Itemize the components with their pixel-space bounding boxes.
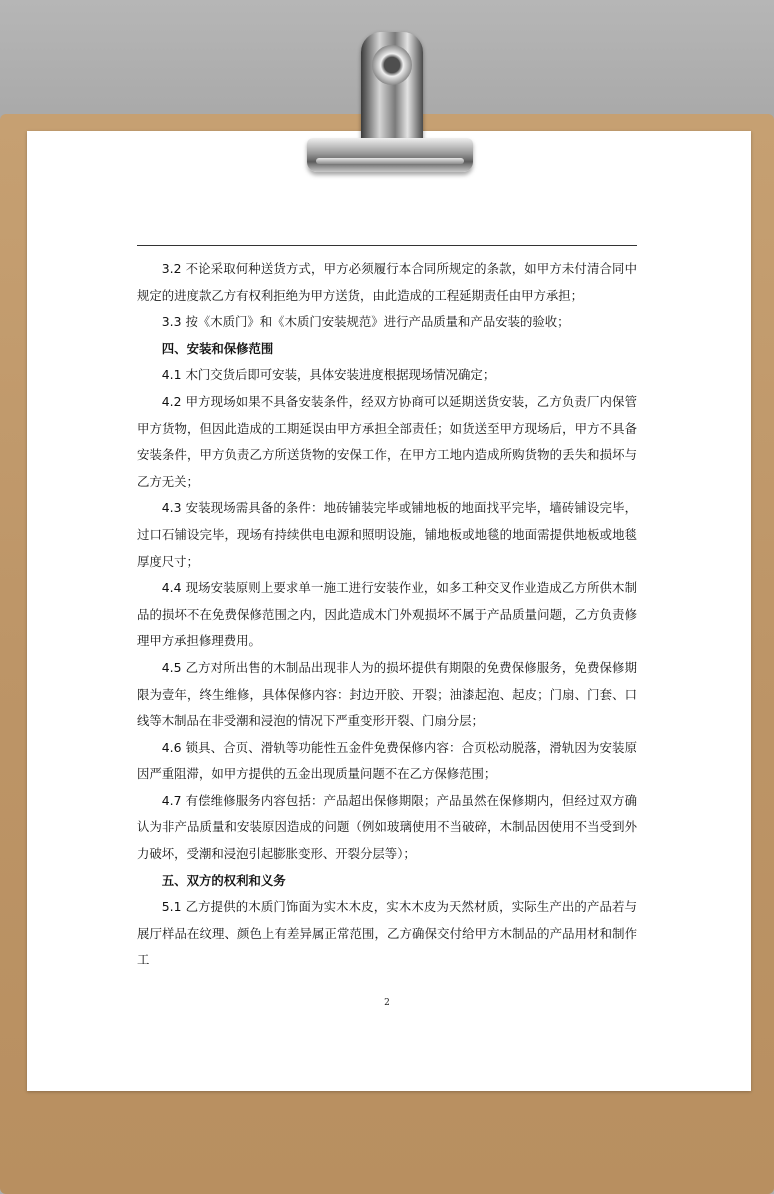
document-body <box>137 245 637 974</box>
clause-4-5: 4.5 乙方对所出售的木制品出现非人为的损坏提供有期限的免费保修服务，免费保修期限为壹年，终生维修，具体保修内容：封边开胶、开裂；油漆起泡、起皮；门扇、门套、口线等木制品在非受潮和浸泡的情况下严重变形开裂、门扇分层； <box>137 659 637 729</box>
binder-clip-band <box>316 158 464 164</box>
clause-4-1: 4.1 木门交货后即可安装，具体安装进度根据现场情况确定； <box>161 367 496 383</box>
clause-3-2: 3.2 不论采取何种送货方式，甲方必须履行本合同所规定的条款，如甲方未付清合同中规定的进度款乙方有权利拒绝为甲方送货，由此造成的工程延期责任由甲方承担； <box>137 261 637 303</box>
clause-4-7: 4.7 有偿维修服务内容包括：产品超出保修期限；产品虽然在保修期内，但经过双方确认为非产品质量和安装原因造成的问题（例如玻璃使用不当破碎，木制品因使用不当受到外力破坏，受潮和浸泡引起膨胀变形、开裂分层等）； <box>137 792 637 862</box>
clause-4-3: 4.3 安装现场需具备的条件：地砖铺装完毕或铺地板的地面找平完毕，墙砖铺设完毕，过口石铺设完毕，现场有持续供电电源和照明设施，铺地板或地毯的地面需提供地板或地毯厚度尺寸； <box>137 500 637 569</box>
clause-4-6: 4.6 锁具、合页、滑轨等功能性五金件免费保修内容：合页松动脱落，滑轨因为安装原因严重阻滞，如甲方提供的五金出现质量问题不在乙方保修范围； <box>137 739 637 782</box>
clause-4-2: 4.2 甲方现场如果不具备安装条件，经双方协商可以延期送货安装，乙方负责厂内保管甲方货物，但因此造成的工期延误由甲方承担全部责任；如货送至甲方现场后，甲方不具备安装条件，甲方负责乙方所送货物的安保工作，在甲方工地内造成所购货物的丢失和损坏与乙方无关； <box>137 393 637 489</box>
page-number: 2 <box>384 998 390 1008</box>
clause-4-4: 4.4 现场安装原则上要求单一施工进行安装作业，如多工种交叉作业造成乙方所供木制品的损坏不在免费保修范围之内，因此造成木门外观损坏不属于产品质量问题，乙方负责修理甲方承担修理费用。 <box>137 580 637 649</box>
section-heading-installation-warranty: 四、安装和保修范围 <box>161 340 274 356</box>
binder-clip-icon <box>307 138 473 172</box>
clause-5-1: 5.1 乙方提供的木质门饰面为实木木皮，实木木皮为天然材质，实际生产出的产品若与展厅样品在纹理、颜色上有差异属正常范围，乙方确保交付给甲方木制品的产品用材和制作工 <box>137 899 637 968</box>
section-heading-rights-obligations: 五、双方的权利和义务 <box>161 872 286 888</box>
binder-clip-hole <box>384 57 400 73</box>
clause-3-3: 3.3 按《木质门》和《木质门安装规范》进行产品质量和产品安装的验收； <box>161 314 570 330</box>
